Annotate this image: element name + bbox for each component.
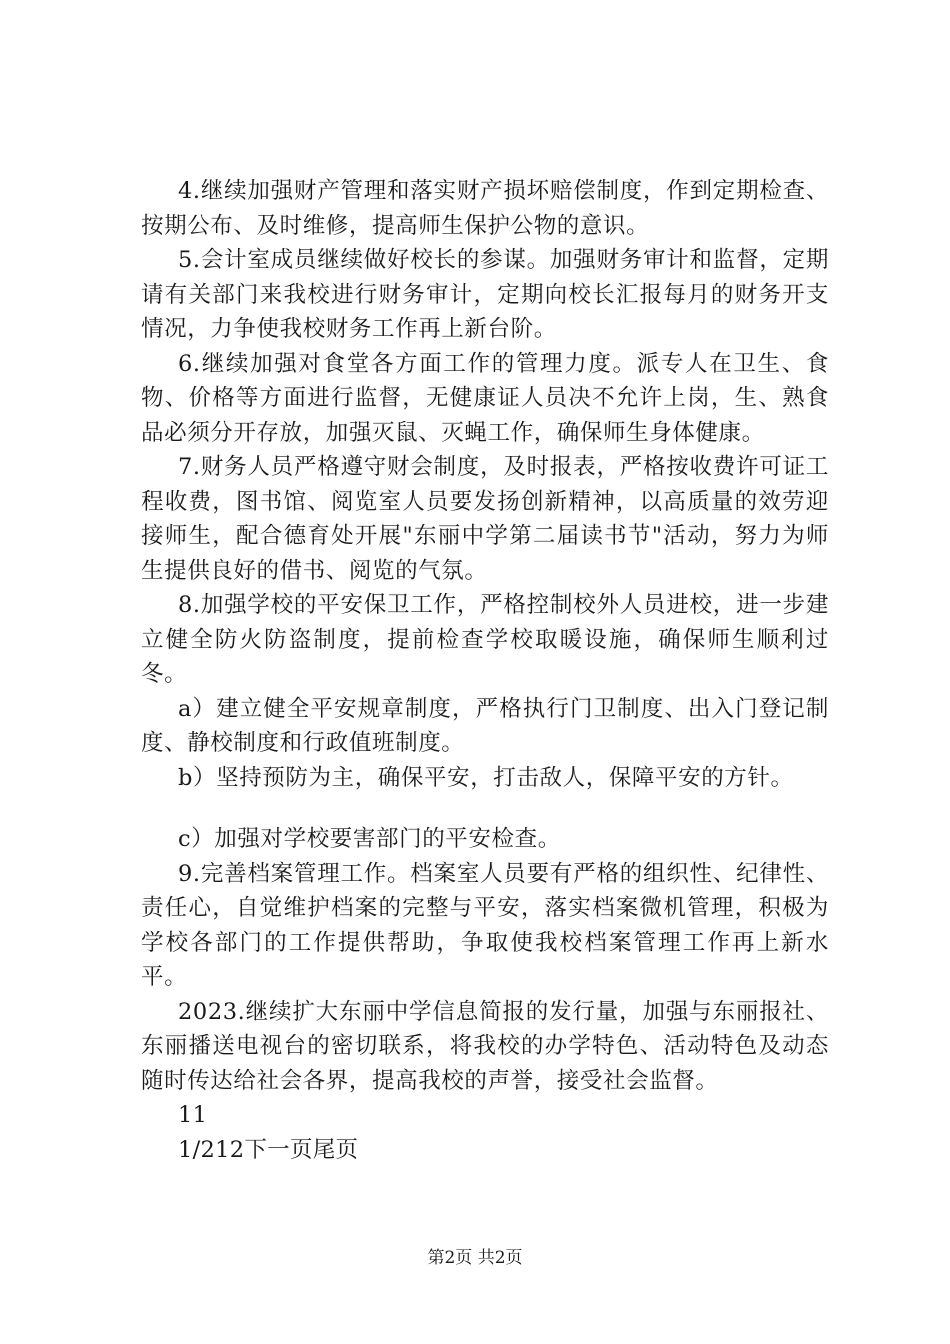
document-body	[141, 174, 829, 1167]
paragraph-item-5: 5.会计室成员继续做好校长的参谋。加强财务审计和监督，定期请有关部门来我校进行财务审计，定期向校长汇报每月的财务开支情况，力争使我校财务工作再上新台阶。	[141, 247, 829, 342]
page-marker: 11	[178, 1102, 208, 1128]
paragraph-item-8: 8.加强学校的平安保卫工作，严格控制校外人员进校，进一步建立健全防火防盗制度，提前检查学校取暖设施，确保师生顺利过冬。	[141, 592, 829, 687]
paragraph-item-6: 6.继续加强对食堂各方面工作的管理力度。派专人在卫生、食物、价格等方面进行监督，无健康证人员决不允许上岗，生、熟食品必须分开存放，加强灭鼠、灭蝇工作，确保师生身体健康。	[141, 350, 829, 446]
page-footer: 第2页 共2页	[427, 1248, 523, 1268]
pagination-links[interactable]: 1/212下一页尾页	[178, 1136, 359, 1163]
paragraph-sub-b: b）坚持预防为主，确保平安，打击敌人，保障平安的方针。	[178, 764, 794, 791]
paragraph-item-7: 7.财务人员严格遵守财会制度，及时报表，严格按收费许可证工程收费，图书馆、阅览室人员要发扬创新精神，以高质量的效劳迎接师生，配合德育处开展"东丽中学第二届读书节"活动，努力为师生提供良好的借书、阅览的气氛。	[141, 454, 829, 584]
paragraph-item-4: 4.继续加强财产管理和落实财产损坏赔偿制度，作到定期检查、按期公布、及时维修，提高师生保护公物的意识。	[141, 178, 829, 239]
paragraph-item-2023: 2023.继续扩大东丽中学信息简报的发行量，加强与东丽报社、东丽播送电视台的密切联系，将我校的办学特色、活动特色及动态随时传达给社会各界，提高我校的声誉，接受社会监督。	[141, 998, 829, 1094]
paragraph-item-9: 9.完善档案管理工作。档案室人员要有严格的组织性、纪律性、责任心，自觉维护档案的完整与平安，落实档案微机管理，积极为学校各部门的工作提供帮助，争取使我校档案管理工作再上新水平。	[141, 860, 829, 990]
paragraph-sub-a: a）建立健全平安规章制度，严格执行门卫制度、出入门登记制度、静校制度和行政值班制度。	[141, 695, 829, 756]
paragraph-sub-c: c）加强对学校要害部门的平安检查。	[178, 826, 561, 852]
